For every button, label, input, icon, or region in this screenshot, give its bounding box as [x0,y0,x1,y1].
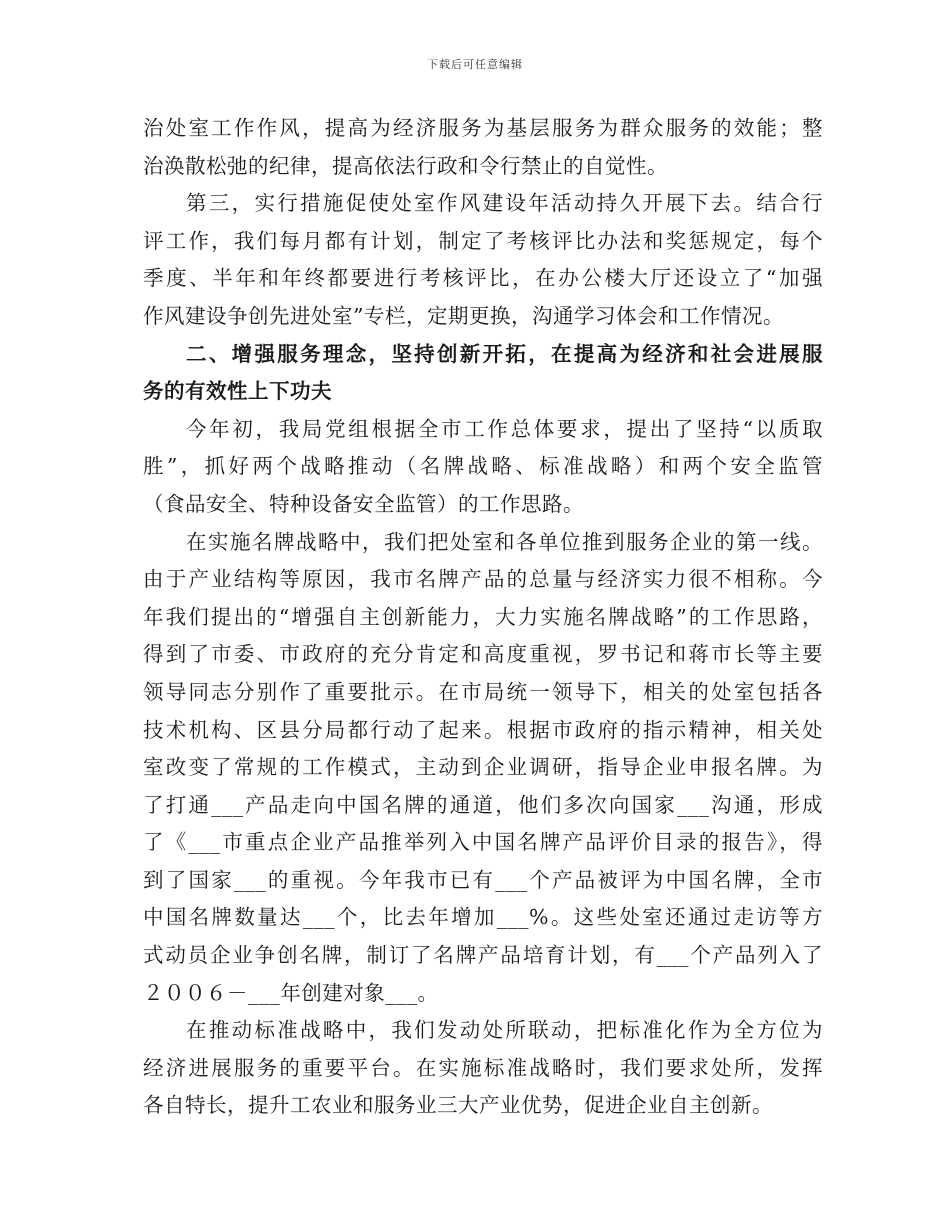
document-body [143,110,823,1125]
paragraph-line: ２００６－___年创建对象___。 [143,980,439,1005]
paragraph-line: 了《___市重点企业产品推举列入中国名牌产品评价目录的报告》，得 [143,830,823,855]
paragraph-line: （食品安全、特种设备安全监管）的工作思路。 [143,491,584,516]
paragraph-line: 胜”，抓好两个战略推动（名牌战略、标准战略）和两个安全监管 [143,454,823,479]
paragraph-line: 评工作，我们每月都有计划，制定了考核评比办法和奖惩规定，每个 [143,228,823,253]
paragraph-line: 领导同志分别作了重要批示。在市局统一领导下，相关的处室包括各 [143,679,823,704]
paragraph-line: 今年初，我局党组根据全市工作总体要求，提出了坚持“以质取 [186,416,823,441]
paragraph-line: 由于产业结构等原因，我市名牌产品的总量与经济实力很不相称。今 [143,567,823,592]
paragraph-line: 中国名牌数量达___个，比去年增加___%。这些处室还通过走访等方 [143,905,823,930]
paragraph-line: 在推动标准战略中，我们发动处所联动，把标准化作为全方位为 [186,1018,823,1043]
paragraph-line: 室改变了常规的工作模式，主动到企业调研，指导企业申报名牌。为 [143,755,823,780]
paragraph-line: 经济进展服务的重要平台。在实施标准战略时，我们要求处所，发挥 [143,1055,823,1080]
paragraph-line: 治涣散松弛的纪律，提高依法行政和令行禁止的自觉性。 [143,153,668,178]
section-heading-line: 务的有效性上下功夫 [143,379,332,404]
paragraph-line: 各自特长，提升工农业和服务业三大产业优势，促进企业自主创新。 [143,1093,773,1118]
paragraph-line: 年我们提出的“增强自主创新能力，大力实施名牌战略”的工作思路， [143,604,823,629]
paragraph-line: 了打通___产品走向中国名牌的通道，他们多次向国家___沟通，形成 [143,792,823,817]
paragraph-line: 技术机构、区县分局都行动了起来。根据市政府的指示精神，相关处 [143,717,823,742]
paragraph-line: 到了国家___的重视。今年我市已有___个产品被评为中国名牌，全市 [143,867,823,892]
section-heading-line: 二、增强服务理念，坚持创新开拓，在提高为经济和社会进展服 [186,341,823,366]
paragraph-line: 治处室工作作风，提高为经济服务为基层服务为群众服务的效能；整 [143,116,823,140]
paragraph-line: 式动员企业争创名牌，制订了名牌产品培育计划，有___个产品列入了 [143,943,823,968]
paragraph-line: 第三，实行措施促使处室作风建设年活动持久开展下去。结合行 [186,191,823,216]
paragraph-line: 得到了市委、市政府的充分肯定和高度重视，罗书记和蒋市长等主要 [143,642,823,667]
paragraph-line: 作风建设争创先进处室”专栏，定期更换，沟通学习体会和工作情况。 [143,303,784,328]
paragraph-line: 季度、半年和年终都要进行考核评比，在办公楼大厅还设立了“加强 [143,266,823,291]
page-header: 下载后可任意编辑 [427,58,523,71]
paragraph-line: 在实施名牌战略中，我们把处室和各单位推到服务企业的第一线。 [186,529,823,554]
